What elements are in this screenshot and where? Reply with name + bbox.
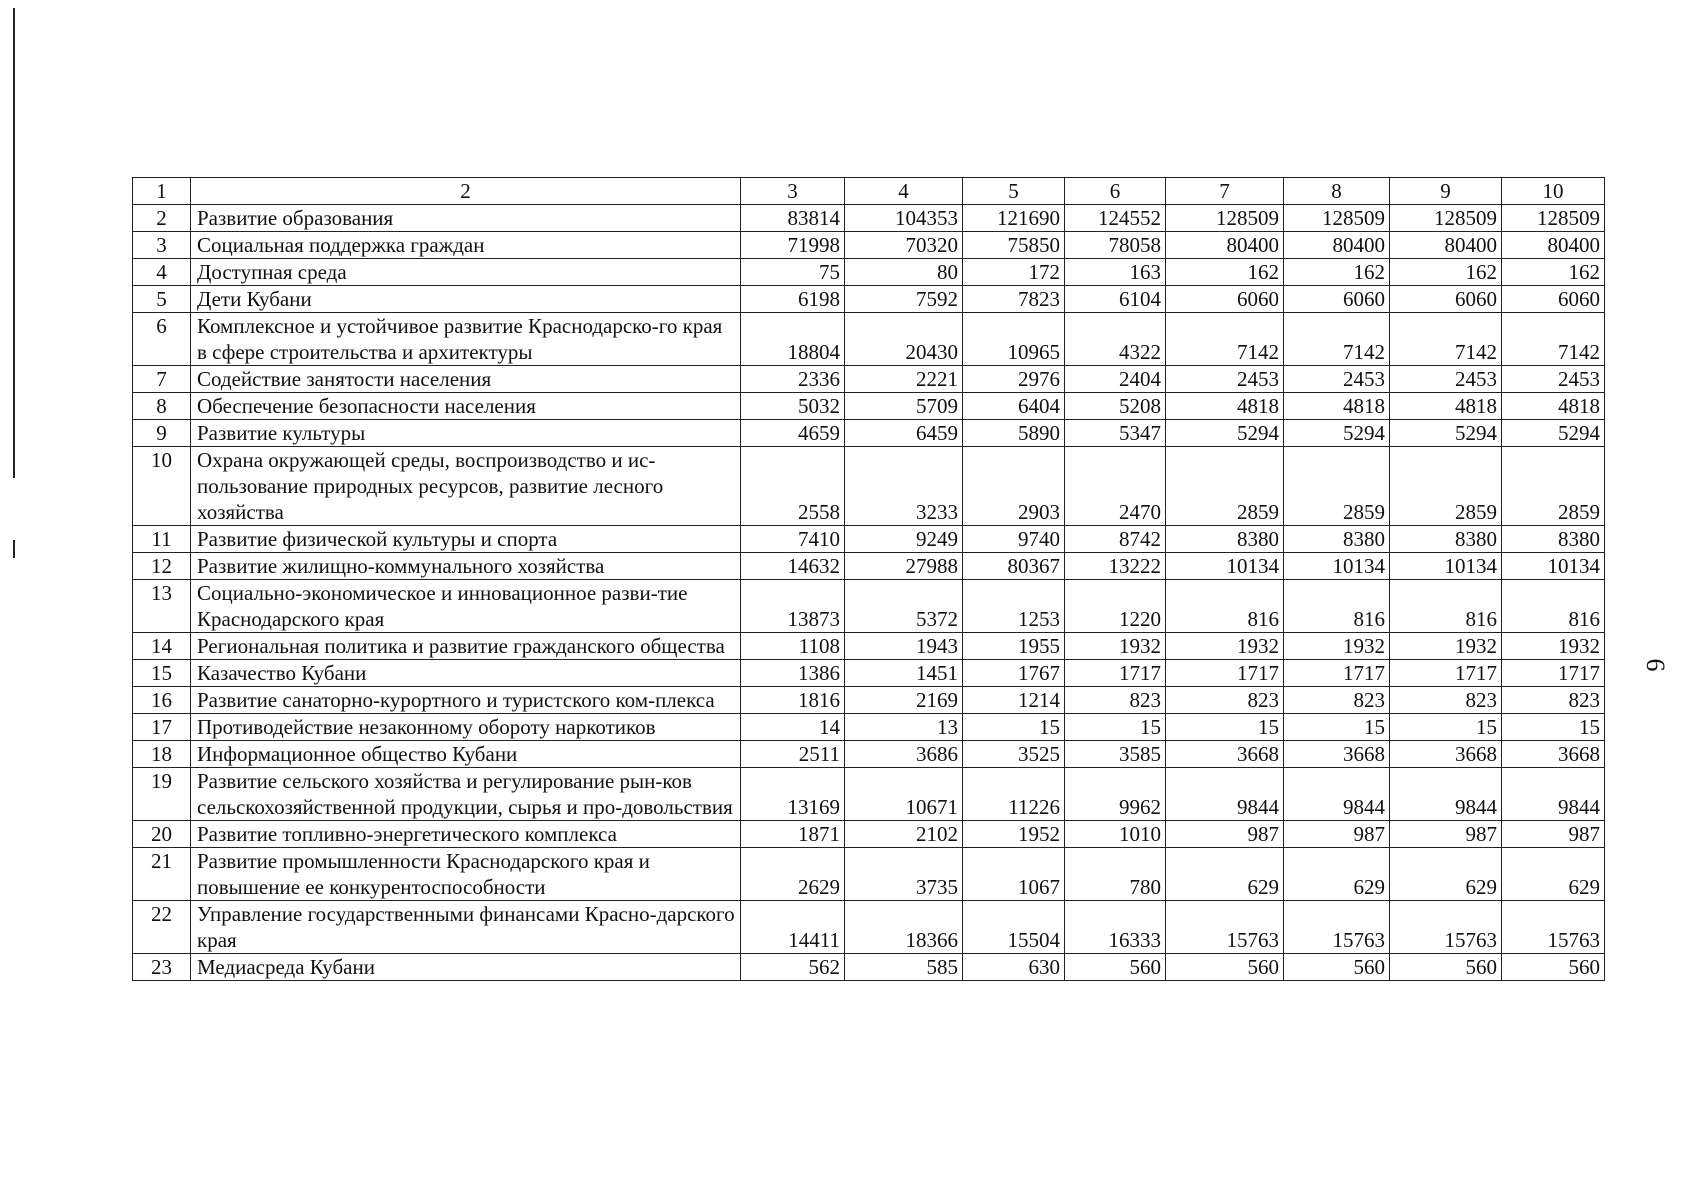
value-cell: 8380 xyxy=(1390,526,1502,553)
value-cell: 1451 xyxy=(845,660,963,687)
header-cell: 3 xyxy=(741,178,845,205)
value-cell: 1717 xyxy=(1166,660,1284,687)
value-cell: 4818 xyxy=(1166,393,1284,420)
value-cell: 2903 xyxy=(963,447,1065,526)
value-cell: 4818 xyxy=(1284,393,1390,420)
value-cell: 13873 xyxy=(741,580,845,633)
header-cell: 2 xyxy=(191,178,741,205)
value-cell: 6198 xyxy=(741,286,845,313)
table-row xyxy=(133,447,1605,526)
value-cell: 2169 xyxy=(845,687,963,714)
value-cell: 5294 xyxy=(1284,420,1390,447)
value-cell: 1010 xyxy=(1065,821,1166,848)
value-cell: 6060 xyxy=(1284,286,1390,313)
row-number: 11 xyxy=(133,526,191,553)
value-cell: 6104 xyxy=(1065,286,1166,313)
row-number: 15 xyxy=(133,660,191,687)
value-cell: 816 xyxy=(1502,580,1605,633)
program-name: Развитие физической культуры и спорта xyxy=(191,526,741,553)
table-row xyxy=(133,848,1605,901)
value-cell: 3585 xyxy=(1065,741,1166,768)
value-cell: 80400 xyxy=(1502,232,1605,259)
value-cell: 987 xyxy=(1390,821,1502,848)
value-cell: 2221 xyxy=(845,366,963,393)
row-number: 2 xyxy=(133,205,191,232)
value-cell: 2453 xyxy=(1166,366,1284,393)
value-cell: 5890 xyxy=(963,420,1065,447)
value-cell: 8380 xyxy=(1502,526,1605,553)
value-cell: 10134 xyxy=(1390,553,1502,580)
program-name: Развитие культуры xyxy=(191,420,741,447)
value-cell: 5032 xyxy=(741,393,845,420)
value-cell: 8380 xyxy=(1284,526,1390,553)
value-cell: 823 xyxy=(1284,687,1390,714)
value-cell: 8742 xyxy=(1065,526,1166,553)
budget-table xyxy=(132,177,1605,981)
value-cell: 15763 xyxy=(1284,901,1390,954)
value-cell: 3668 xyxy=(1390,741,1502,768)
value-cell: 629 xyxy=(1390,848,1502,901)
value-cell: 629 xyxy=(1284,848,1390,901)
value-cell: 2859 xyxy=(1502,447,1605,526)
value-cell: 823 xyxy=(1166,687,1284,714)
program-name: Информационное общество Кубани xyxy=(191,741,741,768)
value-cell: 1717 xyxy=(1065,660,1166,687)
program-name: Региональная политика и развитие гражданского общества xyxy=(191,633,741,660)
row-number: 18 xyxy=(133,741,191,768)
value-cell: 1932 xyxy=(1284,633,1390,660)
program-name: Развитие образования xyxy=(191,205,741,232)
value-cell: 9740 xyxy=(963,526,1065,553)
value-cell: 7823 xyxy=(963,286,1065,313)
value-cell: 3668 xyxy=(1284,741,1390,768)
program-name: Развитие топливно-энергетического комплекса xyxy=(191,821,741,848)
row-number: 6 xyxy=(133,313,191,366)
value-cell: 15763 xyxy=(1502,901,1605,954)
value-cell: 13222 xyxy=(1065,553,1166,580)
page-number: 6 xyxy=(1641,658,1670,672)
value-cell: 1952 xyxy=(963,821,1065,848)
value-cell: 7142 xyxy=(1502,313,1605,366)
value-cell: 104353 xyxy=(845,205,963,232)
value-cell: 816 xyxy=(1166,580,1284,633)
value-cell: 2102 xyxy=(845,821,963,848)
value-cell: 9844 xyxy=(1390,768,1502,821)
program-name: Управление государственными финансами Красно-дарского края xyxy=(191,901,741,954)
program-name: Социальная поддержка граждан xyxy=(191,232,741,259)
value-cell: 1932 xyxy=(1502,633,1605,660)
value-cell: 3686 xyxy=(845,741,963,768)
table-row xyxy=(133,313,1605,366)
value-cell: 10134 xyxy=(1502,553,1605,580)
value-cell: 14632 xyxy=(741,553,845,580)
value-cell: 7142 xyxy=(1166,313,1284,366)
table-row xyxy=(133,205,1605,232)
value-cell: 560 xyxy=(1065,954,1166,981)
table-row xyxy=(133,366,1605,393)
table-row xyxy=(133,687,1605,714)
program-name: Развитие жилищно-коммунального хозяйства xyxy=(191,553,741,580)
value-cell: 15 xyxy=(1284,714,1390,741)
value-cell: 3525 xyxy=(963,741,1065,768)
value-cell: 562 xyxy=(741,954,845,981)
value-cell: 2511 xyxy=(741,741,845,768)
value-cell: 2453 xyxy=(1284,366,1390,393)
value-cell: 1932 xyxy=(1166,633,1284,660)
row-number: 16 xyxy=(133,687,191,714)
value-cell: 2859 xyxy=(1284,447,1390,526)
value-cell: 4818 xyxy=(1502,393,1605,420)
table-row xyxy=(133,286,1605,313)
value-cell: 5294 xyxy=(1390,420,1502,447)
value-cell: 2976 xyxy=(963,366,1065,393)
value-cell: 70320 xyxy=(845,232,963,259)
value-cell: 15 xyxy=(1065,714,1166,741)
value-cell: 987 xyxy=(1502,821,1605,848)
value-cell: 2404 xyxy=(1065,366,1166,393)
value-cell: 987 xyxy=(1166,821,1284,848)
value-cell: 1067 xyxy=(963,848,1065,901)
value-cell: 2453 xyxy=(1390,366,1502,393)
program-name: Противодействие незаконному обороту наркотиков xyxy=(191,714,741,741)
value-cell: 9844 xyxy=(1502,768,1605,821)
value-cell: 80400 xyxy=(1390,232,1502,259)
value-cell: 780 xyxy=(1065,848,1166,901)
value-cell: 80 xyxy=(845,259,963,286)
value-cell: 823 xyxy=(1390,687,1502,714)
value-cell: 6404 xyxy=(963,393,1065,420)
value-cell: 1932 xyxy=(1065,633,1166,660)
value-cell: 10134 xyxy=(1284,553,1390,580)
value-cell: 1386 xyxy=(741,660,845,687)
header-row xyxy=(133,178,1605,205)
program-name: Социально-экономическое и инновационное разви-тие Краснодарского края xyxy=(191,580,741,633)
value-cell: 15 xyxy=(1502,714,1605,741)
value-cell: 10134 xyxy=(1166,553,1284,580)
row-number: 23 xyxy=(133,954,191,981)
value-cell: 2629 xyxy=(741,848,845,901)
value-cell: 11226 xyxy=(963,768,1065,821)
row-number: 5 xyxy=(133,286,191,313)
value-cell: 629 xyxy=(1502,848,1605,901)
value-cell: 2558 xyxy=(741,447,845,526)
row-number: 13 xyxy=(133,580,191,633)
value-cell: 2859 xyxy=(1166,447,1284,526)
value-cell: 1943 xyxy=(845,633,963,660)
row-number: 10 xyxy=(133,447,191,526)
table-row xyxy=(133,580,1605,633)
value-cell: 2859 xyxy=(1390,447,1502,526)
header-cell: 8 xyxy=(1284,178,1390,205)
row-number: 3 xyxy=(133,232,191,259)
row-number: 8 xyxy=(133,393,191,420)
program-name: Развитие санаторно-курортного и туристского ком-плекса xyxy=(191,687,741,714)
value-cell: 172 xyxy=(963,259,1065,286)
value-cell: 162 xyxy=(1284,259,1390,286)
row-number: 19 xyxy=(133,768,191,821)
row-number: 21 xyxy=(133,848,191,901)
value-cell: 816 xyxy=(1284,580,1390,633)
table-row xyxy=(133,420,1605,447)
value-cell: 75 xyxy=(741,259,845,286)
value-cell: 2453 xyxy=(1502,366,1605,393)
value-cell: 630 xyxy=(963,954,1065,981)
value-cell: 9844 xyxy=(1284,768,1390,821)
value-cell: 1220 xyxy=(1065,580,1166,633)
value-cell: 1214 xyxy=(963,687,1065,714)
value-cell: 162 xyxy=(1166,259,1284,286)
value-cell: 163 xyxy=(1065,259,1166,286)
value-cell: 7142 xyxy=(1284,313,1390,366)
value-cell: 629 xyxy=(1166,848,1284,901)
value-cell: 10671 xyxy=(845,768,963,821)
value-cell: 18366 xyxy=(845,901,963,954)
row-number: 17 xyxy=(133,714,191,741)
table-row xyxy=(133,768,1605,821)
program-name: Развитие сельского хозяйства и регулирование рын-ков сельскохозяйственной продукции, сырья и про-довольствия xyxy=(191,768,741,821)
table-row xyxy=(133,714,1605,741)
value-cell: 5372 xyxy=(845,580,963,633)
row-number: 9 xyxy=(133,420,191,447)
value-cell: 13 xyxy=(845,714,963,741)
value-cell: 14 xyxy=(741,714,845,741)
value-cell: 1955 xyxy=(963,633,1065,660)
value-cell: 15 xyxy=(1166,714,1284,741)
program-name: Обеспечение безопасности населения xyxy=(191,393,741,420)
value-cell: 10965 xyxy=(963,313,1065,366)
value-cell: 128509 xyxy=(1284,205,1390,232)
value-cell: 1717 xyxy=(1502,660,1605,687)
value-cell: 6060 xyxy=(1390,286,1502,313)
value-cell: 3735 xyxy=(845,848,963,901)
value-cell: 124552 xyxy=(1065,205,1166,232)
value-cell: 13169 xyxy=(741,768,845,821)
value-cell: 1767 xyxy=(963,660,1065,687)
value-cell: 80400 xyxy=(1166,232,1284,259)
program-name: Медиасреда Кубани xyxy=(191,954,741,981)
value-cell: 4659 xyxy=(741,420,845,447)
value-cell: 560 xyxy=(1166,954,1284,981)
header-cell: 10 xyxy=(1502,178,1605,205)
value-cell: 162 xyxy=(1390,259,1502,286)
value-cell: 816 xyxy=(1390,580,1502,633)
table-row xyxy=(133,954,1605,981)
program-name: Дети Кубани xyxy=(191,286,741,313)
table-row xyxy=(133,393,1605,420)
value-cell: 560 xyxy=(1502,954,1605,981)
value-cell: 1816 xyxy=(741,687,845,714)
value-cell: 18804 xyxy=(741,313,845,366)
table-row xyxy=(133,821,1605,848)
value-cell: 128509 xyxy=(1390,205,1502,232)
value-cell: 8380 xyxy=(1166,526,1284,553)
header-cell: 9 xyxy=(1390,178,1502,205)
row-number: 4 xyxy=(133,259,191,286)
row-number: 14 xyxy=(133,633,191,660)
value-cell: 20430 xyxy=(845,313,963,366)
value-cell: 5294 xyxy=(1502,420,1605,447)
program-name: Содействие занятости населения xyxy=(191,366,741,393)
header-cell: 6 xyxy=(1065,178,1166,205)
value-cell: 823 xyxy=(1065,687,1166,714)
value-cell: 14411 xyxy=(741,901,845,954)
value-cell: 3668 xyxy=(1166,741,1284,768)
row-number: 22 xyxy=(133,901,191,954)
value-cell: 3233 xyxy=(845,447,963,526)
value-cell: 560 xyxy=(1390,954,1502,981)
value-cell: 4322 xyxy=(1065,313,1166,366)
value-cell: 5208 xyxy=(1065,393,1166,420)
row-number: 20 xyxy=(133,821,191,848)
value-cell: 823 xyxy=(1502,687,1605,714)
value-cell: 7592 xyxy=(845,286,963,313)
value-cell: 15504 xyxy=(963,901,1065,954)
scan-edge-line xyxy=(13,8,15,478)
value-cell: 5347 xyxy=(1065,420,1166,447)
value-cell: 78058 xyxy=(1065,232,1166,259)
value-cell: 7410 xyxy=(741,526,845,553)
value-cell: 162 xyxy=(1502,259,1605,286)
value-cell: 16333 xyxy=(1065,901,1166,954)
value-cell: 5709 xyxy=(845,393,963,420)
program-name: Доступная среда xyxy=(191,259,741,286)
value-cell: 7142 xyxy=(1390,313,1502,366)
program-name: Комплексное и устойчивое развитие Краснодарско-го края в сфере строительства и архитектуры xyxy=(191,313,741,366)
value-cell: 121690 xyxy=(963,205,1065,232)
table-row xyxy=(133,526,1605,553)
value-cell: 3668 xyxy=(1502,741,1605,768)
header-cell: 4 xyxy=(845,178,963,205)
value-cell: 9844 xyxy=(1166,768,1284,821)
value-cell: 83814 xyxy=(741,205,845,232)
value-cell: 560 xyxy=(1284,954,1390,981)
table-row xyxy=(133,741,1605,768)
program-name: Охрана окружающей среды, воспроизводство и ис-пользование природных ресурсов, развитие лесного хозяйства xyxy=(191,447,741,526)
value-cell: 15 xyxy=(1390,714,1502,741)
table-row xyxy=(133,553,1605,580)
value-cell: 9249 xyxy=(845,526,963,553)
value-cell: 27988 xyxy=(845,553,963,580)
row-number: 12 xyxy=(133,553,191,580)
value-cell: 585 xyxy=(845,954,963,981)
value-cell: 15763 xyxy=(1390,901,1502,954)
table-row xyxy=(133,901,1605,954)
value-cell: 15763 xyxy=(1166,901,1284,954)
value-cell: 75850 xyxy=(963,232,1065,259)
value-cell: 2470 xyxy=(1065,447,1166,526)
value-cell: 6060 xyxy=(1502,286,1605,313)
value-cell: 15 xyxy=(963,714,1065,741)
value-cell: 1108 xyxy=(741,633,845,660)
header-cell: 5 xyxy=(963,178,1065,205)
value-cell: 2336 xyxy=(741,366,845,393)
value-cell: 1253 xyxy=(963,580,1065,633)
value-cell: 80400 xyxy=(1284,232,1390,259)
value-cell: 6459 xyxy=(845,420,963,447)
value-cell: 128509 xyxy=(1502,205,1605,232)
program-name: Казачество Кубани xyxy=(191,660,741,687)
program-name: Развитие промышленности Краснодарского края и повышение ее конкурентоспособности xyxy=(191,848,741,901)
value-cell: 1717 xyxy=(1390,660,1502,687)
table-row xyxy=(133,232,1605,259)
value-cell: 4818 xyxy=(1390,393,1502,420)
value-cell: 128509 xyxy=(1166,205,1284,232)
row-number: 7 xyxy=(133,366,191,393)
value-cell: 1932 xyxy=(1390,633,1502,660)
value-cell: 1717 xyxy=(1284,660,1390,687)
value-cell: 1871 xyxy=(741,821,845,848)
header-cell: 1 xyxy=(133,178,191,205)
value-cell: 71998 xyxy=(741,232,845,259)
value-cell: 987 xyxy=(1284,821,1390,848)
value-cell: 6060 xyxy=(1166,286,1284,313)
header-cell: 7 xyxy=(1166,178,1284,205)
table-row xyxy=(133,660,1605,687)
value-cell: 80367 xyxy=(963,553,1065,580)
table-row xyxy=(133,633,1605,660)
table-body xyxy=(133,178,1605,981)
value-cell: 5294 xyxy=(1166,420,1284,447)
scan-edge-mark xyxy=(13,540,15,558)
table-row xyxy=(133,259,1605,286)
value-cell: 9962 xyxy=(1065,768,1166,821)
